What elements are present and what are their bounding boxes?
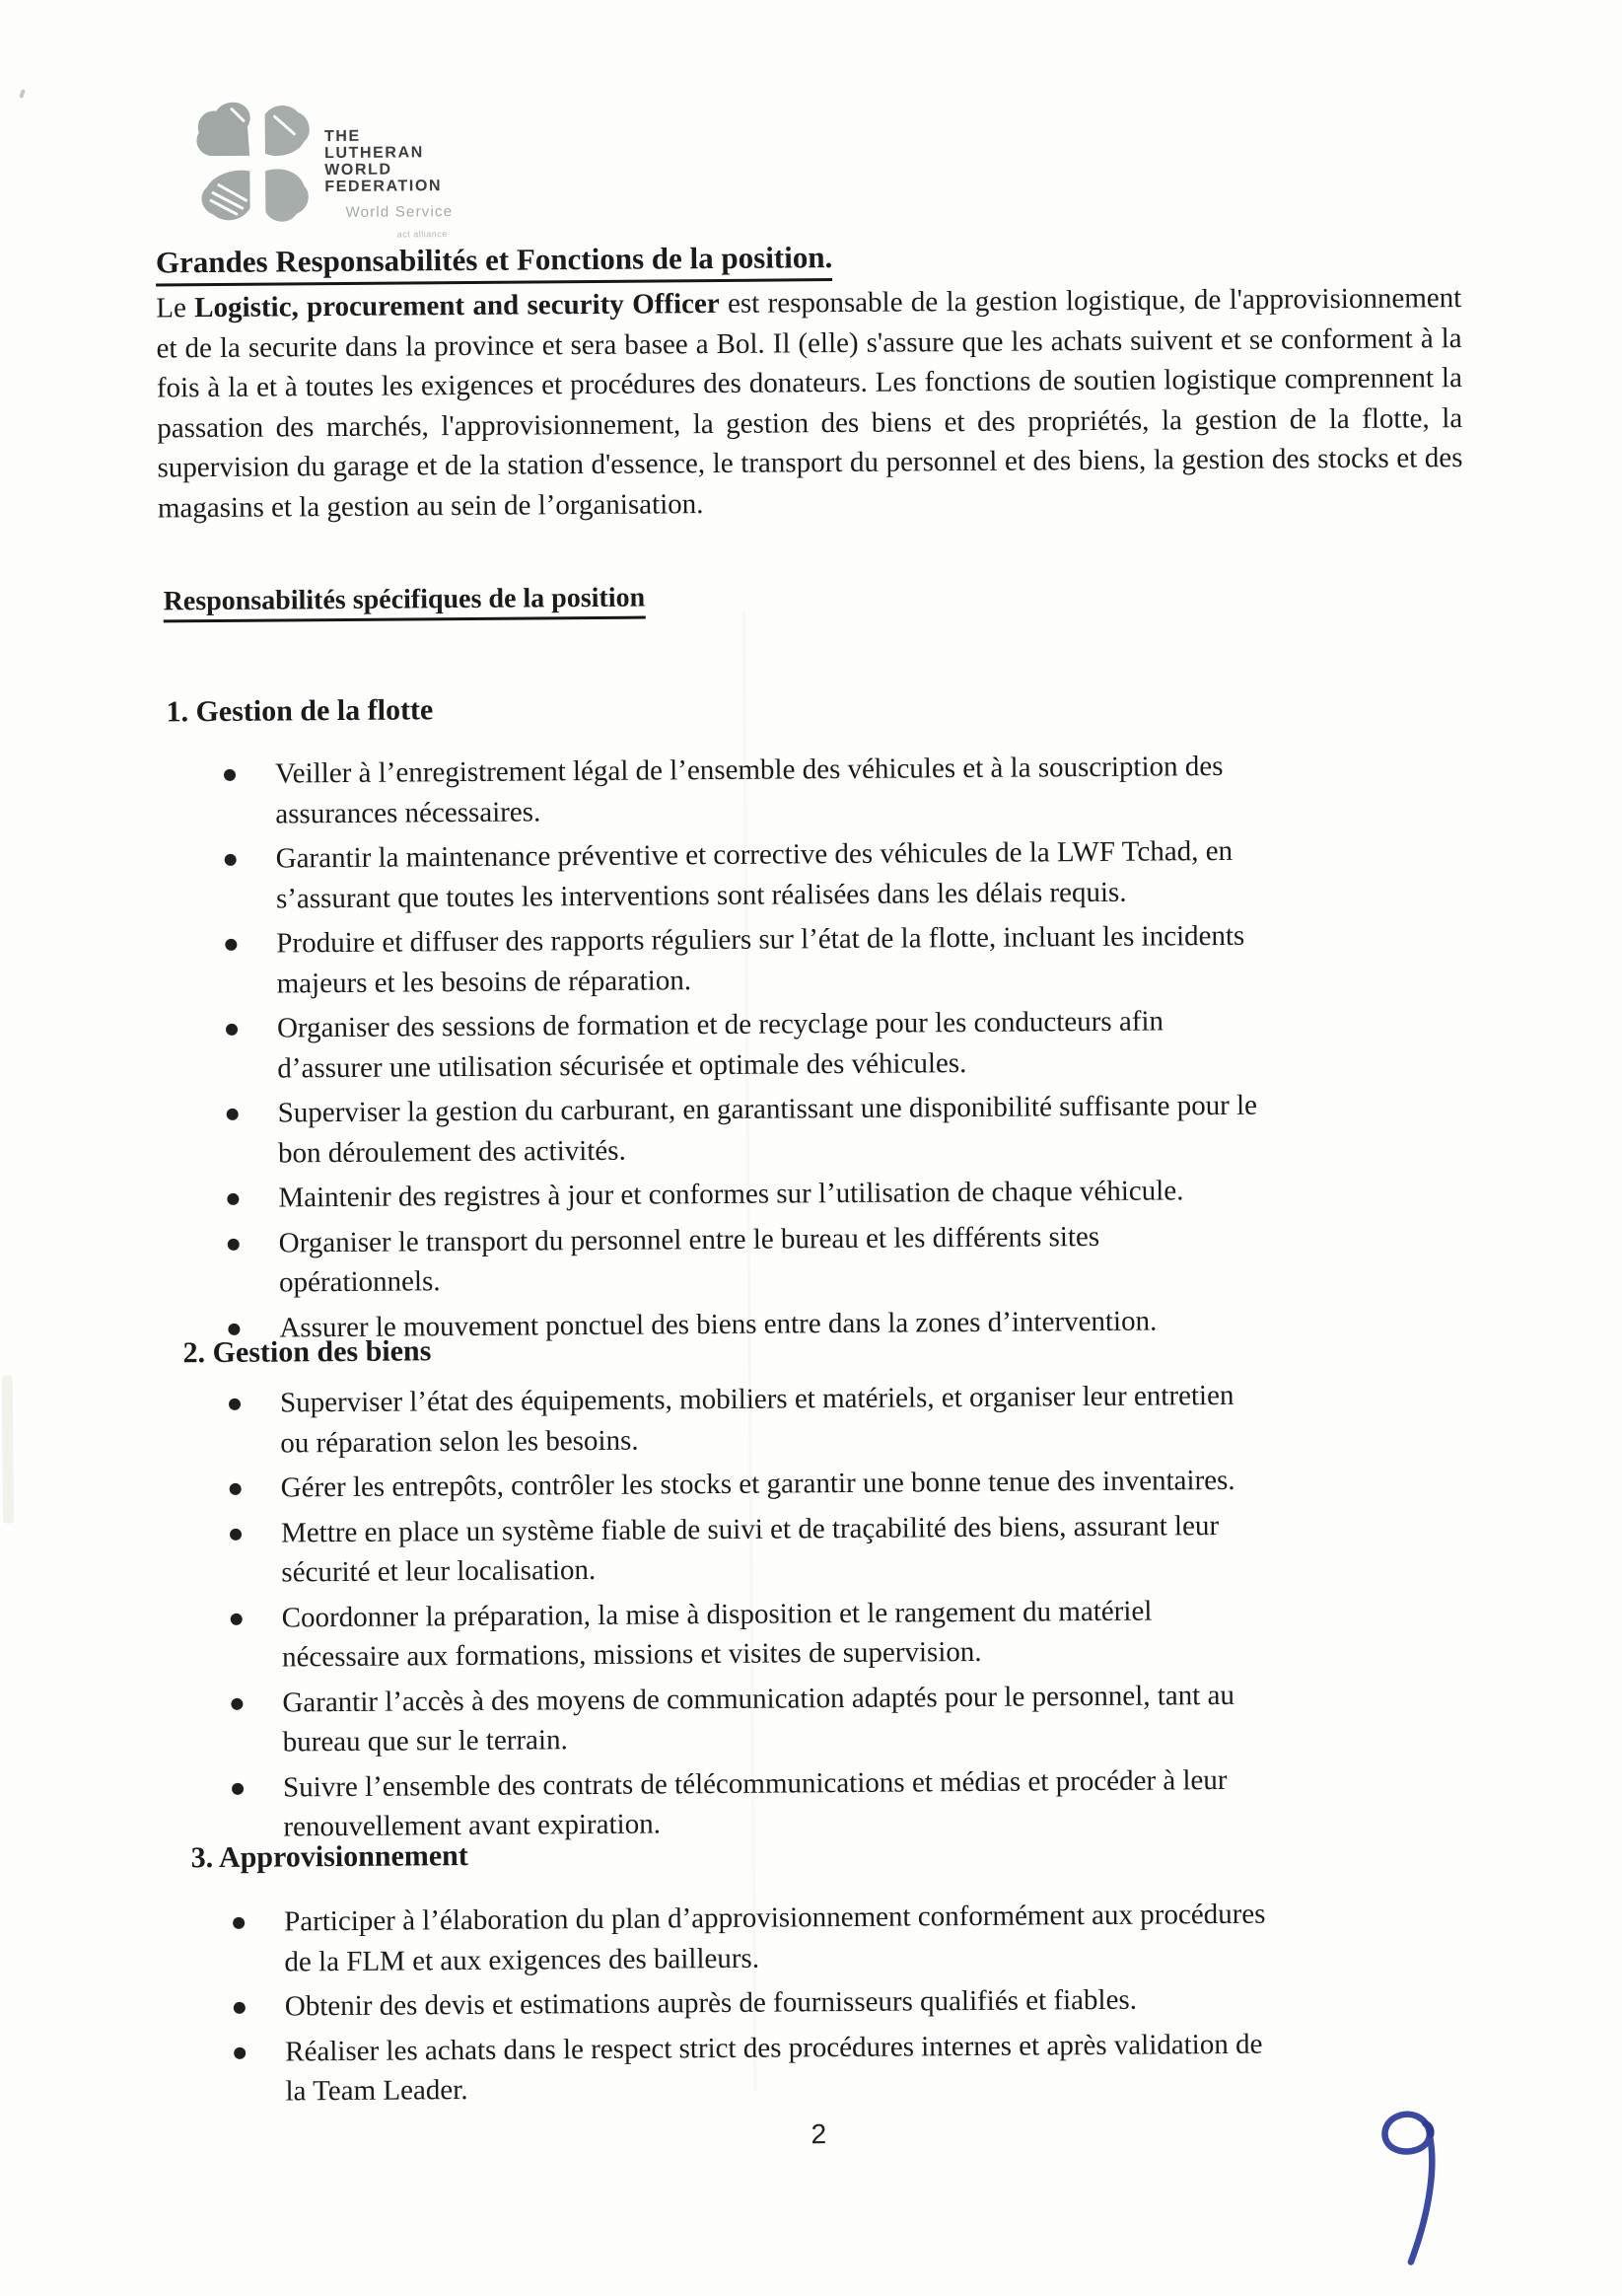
- section-2-title: 2. Gestion des biens: [182, 1334, 432, 1370]
- bullet-icon: [230, 1483, 242, 1495]
- bullet-icon: [231, 1613, 243, 1624]
- bullet-icon: [226, 1024, 238, 1036]
- intro-paragraph: [156, 278, 1463, 528]
- list-item: [229, 1374, 1472, 1464]
- lwf-logo: [187, 88, 662, 250]
- bullet-icon: [234, 2046, 246, 2058]
- list-item-text: Gérer les entrepôts, contrôler les stocks et garantir une bonne tenue des inventaires.: [280, 1464, 1235, 1504]
- list-item-text: Suivre l’ensemble des contrats de télécommunications et médias et procéder à leur renouvellement avant expiration.: [282, 1763, 1228, 1843]
- list-item-text: Produire et diffuser des rapports réguliers sur l’état de la flotte, incluant les incidents majeurs et les besoins de réparation.: [276, 919, 1245, 1000]
- bullet-icon: [225, 939, 237, 951]
- list-item: [234, 1977, 1476, 2027]
- intro-prefix: Le: [156, 292, 195, 324]
- list-item: [225, 829, 1468, 919]
- list-item: [224, 745, 1467, 834]
- handwritten-9-annotation: [1371, 2102, 1465, 2275]
- list-item: [225, 914, 1468, 1004]
- bullet-icon: [230, 1528, 242, 1540]
- bullet-icon: [234, 2002, 246, 2014]
- list-item: [230, 1504, 1473, 1594]
- section-3-title: 3. Approvisionnement: [190, 1839, 468, 1875]
- list-item: [230, 1459, 1472, 1508]
- logo-line-1: THE: [323, 127, 361, 146]
- lwf-hands-cross-icon: [187, 95, 328, 232]
- bullet-icon: [231, 1697, 243, 1709]
- bullet-icon: [227, 1193, 239, 1205]
- list-item-text: Veiller à l’enregistrement légal de l’ensemble des véhicules et à la souscription des assurances nécessaires.: [274, 750, 1224, 830]
- scan-edge-artifact: [2, 1376, 14, 1524]
- main-heading: Grandes Responsabilités et Fonctions de la position.: [156, 240, 833, 286]
- list-item: [228, 1214, 1471, 1304]
- bullet-icon: [229, 1399, 241, 1410]
- intro-job-title: Logistic, procurement and security Officer: [194, 287, 720, 324]
- bullet-icon: [233, 1917, 245, 1929]
- section-1-title: 1. Gestion de la flotte: [166, 693, 434, 729]
- logo-tagline: act alliance: [396, 229, 448, 240]
- list-item-text: Superviser la gestion du carburant, en garantissant une disponibilité suffisante pour le bon déroulement des activités.: [277, 1089, 1258, 1170]
- list-item-text: Obtenir des devis et estimations auprès de fournisseurs qualifiés et fiables.: [284, 1983, 1138, 2023]
- bullet-icon: [228, 1323, 240, 1334]
- bullet-icon: [225, 854, 237, 866]
- list-item-text: Maintenir des registres à jour et conformes sur l’utilisation de chaque véhicule.: [278, 1175, 1184, 1214]
- bullet-icon: [228, 1238, 240, 1250]
- list-item: [232, 1758, 1475, 1847]
- scan-speck: [19, 89, 26, 99]
- list-item-text: Organiser des sessions de formation et de recyclage pour les conducteurs afin d’assurer une utilisation sécurisée et optimale des véhicules.: [276, 1005, 1164, 1085]
- list-item-text: Coordonner la préparation, la mise à disposition et le rangement du matériel nécessaire aux formations, missions et visites de supervision.: [281, 1595, 1153, 1674]
- list-item: [231, 1673, 1474, 1762]
- list-item-text: Garantir la maintenance préventive et corrective des véhicules de la LWF Tchad, en s’assurant que toutes les interventions sont réalisées dans les délais requis.: [275, 834, 1234, 915]
- list-item: [227, 1169, 1469, 1218]
- list-item-text: Assurer le mouvement ponctuel des biens entre dans la zones d’intervention.: [279, 1305, 1158, 1343]
- list-item-text: Mettre en place un système fiable de suivi et de traçabilité des biens, assurant leur sécurité et leur localisation.: [280, 1509, 1220, 1589]
- logo-line-2: LUTHERAN: [323, 144, 424, 163]
- list-item: [226, 999, 1469, 1089]
- specific-heading: Responsabilités spécifiques de la position: [164, 583, 646, 623]
- list-item: [231, 1589, 1474, 1679]
- list-item: [233, 1893, 1476, 1982]
- page-number: 2: [811, 2118, 827, 2150]
- section-2-list: [229, 1374, 1475, 1852]
- list-item-text: Réaliser les achats dans le respect strict des procédures internes et après validation de la Team Leader.: [285, 2028, 1263, 2108]
- logo-line-3: WORLD: [324, 161, 392, 179]
- bullet-icon: [224, 769, 236, 781]
- section-3-list: [233, 1893, 1477, 2117]
- logo-subtitle: World Service: [345, 203, 454, 221]
- logo-line-4: FEDERATION: [324, 178, 443, 196]
- list-item-text: Participer à l’élaboration du plan d’approvisionnement conformément aux procédures de la FLM et aux exigences des bailleurs.: [284, 1898, 1266, 1977]
- bullet-icon: [227, 1109, 239, 1120]
- section-1-list: [224, 745, 1471, 1353]
- logo-org-name: [324, 127, 442, 195]
- intro-body: est responsable de la gestion logistique, de l'approvisionnement et de la securite dans la province et sera basee a Bol. Il (elle) s'assure que les achats suivent et se conforment à la fois à la et à toutes les exigences et procédures des donateurs. Les fonctions de soutien logistique comprennent la passation des marchés, l'approvisionnement, la gestion des biens et des propriétés, la gestion de la flotte, la supervision du garage et de la station d'essence, le transport du personnel et des biens, la gestion des stocks et des magasins et la gestion au sein de l’organisation.: [156, 282, 1463, 524]
- list-item-text: Garantir l’accès à des moyens de communication adaptés pour le personnel, tant au bureau que sur le terrain.: [282, 1679, 1235, 1758]
- list-item: [234, 2022, 1477, 2112]
- list-item-text: Organiser le transport du personnel entre le bureau et les différents sites opérationnels.: [278, 1220, 1100, 1299]
- bullet-icon: [232, 1782, 244, 1794]
- list-item-text: Superviser l’état des équipements, mobiliers et matériels, et organiser leur entretien ou réparation selon les besoins.: [279, 1379, 1234, 1459]
- list-item: [227, 1084, 1470, 1174]
